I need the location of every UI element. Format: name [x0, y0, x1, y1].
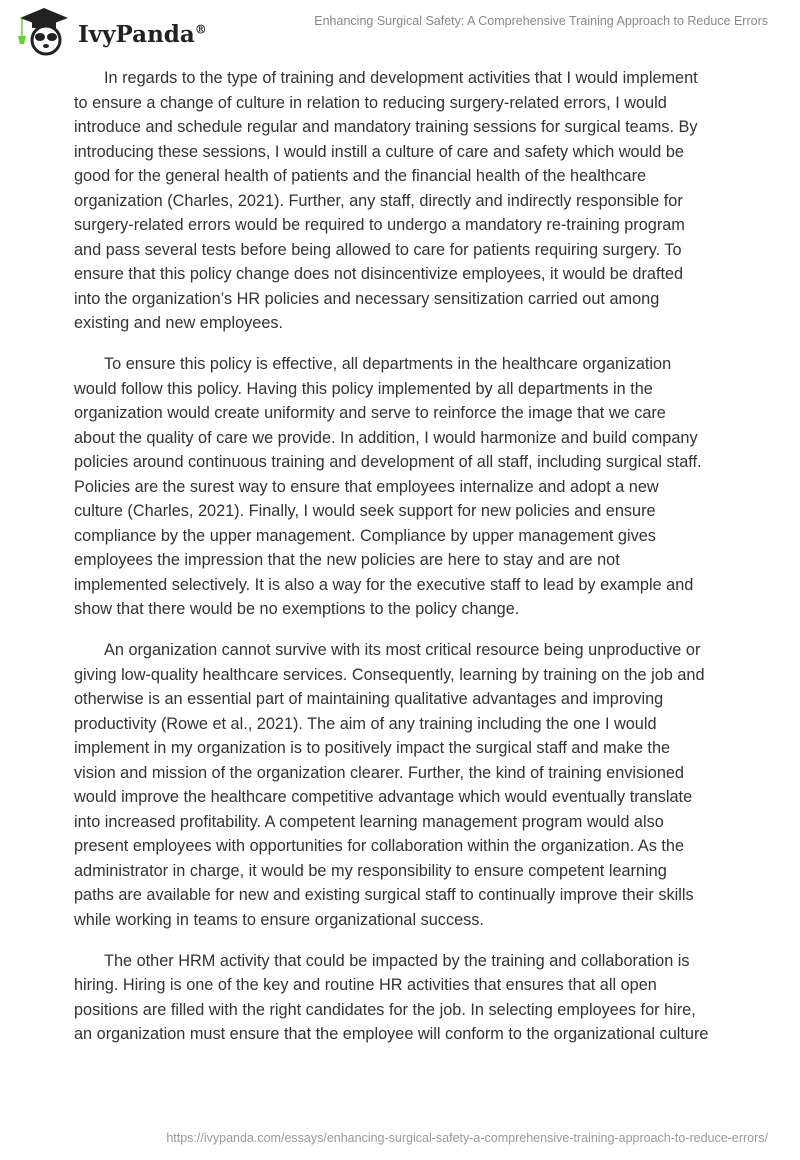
text-line: organization (Charles, 2021). Further, any staff, directly and indirectly responsible for	[74, 191, 683, 210]
text-line: paths are available for new and existing surgical staff to continually improve their skills	[74, 886, 694, 904]
text-line: An organization cannot survive with its most critical resource being unproductive or	[104, 641, 701, 659]
text-line: implemented selectively. It is also a way for the executive staff to lead by example and	[74, 575, 694, 594]
text-line: to ensure a change of culture in relation to reducing surgery-related errors, I would	[74, 93, 667, 112]
text-line: productivity (Rowe et al., 2021). The aim of any training including the one I would	[74, 714, 657, 733]
source-url[interactable]: https://ivypanda.com/essays/enhancing-surgical-safety-a-comprehensive-training-approach-to-reduce-errors/	[166, 1131, 768, 1145]
ivypanda-logo[interactable]	[14, 6, 207, 56]
text-line: and pass several tests before being allowed to care for patients requiring surgery. To	[74, 240, 682, 259]
text-line: positions are filled with the right candidates for the job. In selecting employees for hire,	[74, 1000, 696, 1019]
paragraph	[74, 638, 734, 932]
text-line: ensure that this policy change does not disincentivize employees, it would be drafted	[74, 265, 684, 283]
paragraph	[74, 66, 734, 336]
text-line: present employees with opportunities for collaboration within the organization. As the	[74, 837, 684, 855]
text-line: culture (Charles, 2021). Finally, I would seek support for new policies and ensure	[74, 502, 656, 520]
text-line: organization would create uniformity and serve to reinforce the image that we care	[74, 404, 666, 422]
text-line: about the quality of care we provide. In addition, I would harmonize and build company	[74, 428, 698, 447]
text-line: an organization must ensure that the employee will conform to the organizational culture	[74, 1025, 709, 1043]
text-line: giving low-quality healthcare services. Consequently, learning by training on the job and	[74, 665, 705, 684]
text-line: introduce and schedule regular and mandatory training sessions for surgical teams. By	[74, 118, 698, 136]
text-line: would follow this policy. Having this policy implemented by all departments in the	[74, 379, 653, 398]
document-title: Enhancing Surgical Safety: A Comprehensive Training Approach to Reduce Errors	[314, 14, 768, 28]
text-line: otherwise is an essential part of maintaining qualitative advantages and improving	[74, 690, 664, 708]
text-line: In regards to the type of training and development activities that I would implement	[104, 69, 698, 87]
text-line: into the organization’s HR policies and necessary sensitization carried out among	[74, 289, 660, 308]
text-line: The other HRM activity that could be impacted by the training and collaboration is	[104, 951, 690, 970]
text-line: good for the general health of patients and the financial health of the healthcare	[74, 167, 647, 185]
logo-text: IvyPanda	[78, 20, 195, 48]
paragraph	[74, 949, 734, 1047]
text-line: compliance by the upper management. Compliance by upper management gives	[74, 526, 656, 545]
text-line: policies around continuous training and development of all staff, including surgical staff.	[74, 453, 702, 471]
text-line: surgery-related errors would be required to undergo a mandatory re-training program	[74, 216, 685, 234]
text-line: into increased profitability. A competent learning management program would also	[74, 812, 664, 831]
text-line: vision and mission of the organization clearer. Further, the kind of training envisioned	[74, 763, 684, 782]
text-line: employees the impression that the new policies are here to stay and are not	[74, 551, 620, 569]
text-line: would improve the healthcare competitive advantage which would eventually translate	[74, 788, 693, 806]
text-line: existing and new employees.	[74, 314, 284, 332]
essay-body	[74, 66, 734, 1063]
text-line: while working in teams to ensure organizational success.	[74, 910, 484, 929]
registered-mark: ®	[194, 21, 207, 36]
text-line: implement in my organization is to positively impact the surgical staff and make the	[74, 739, 671, 757]
text-line: administrator in charge, it would be my responsibility to ensure competent learning	[74, 861, 667, 880]
text-line: Policies are the surest way to ensure that employees internalize and adopt a new	[74, 477, 659, 496]
paragraph	[74, 352, 734, 622]
text-line: introducing these sessions, I would instill a culture of care and safety which would be	[74, 142, 684, 161]
panda-graduate-icon	[14, 6, 72, 56]
text-line: To ensure this policy is effective, all departments in the healthcare organization	[104, 355, 672, 373]
text-line: show that there would be no exemptions to the policy change.	[74, 600, 520, 618]
text-line: hiring. Hiring is one of the key and routine HR activities that ensures that all open	[74, 976, 657, 994]
